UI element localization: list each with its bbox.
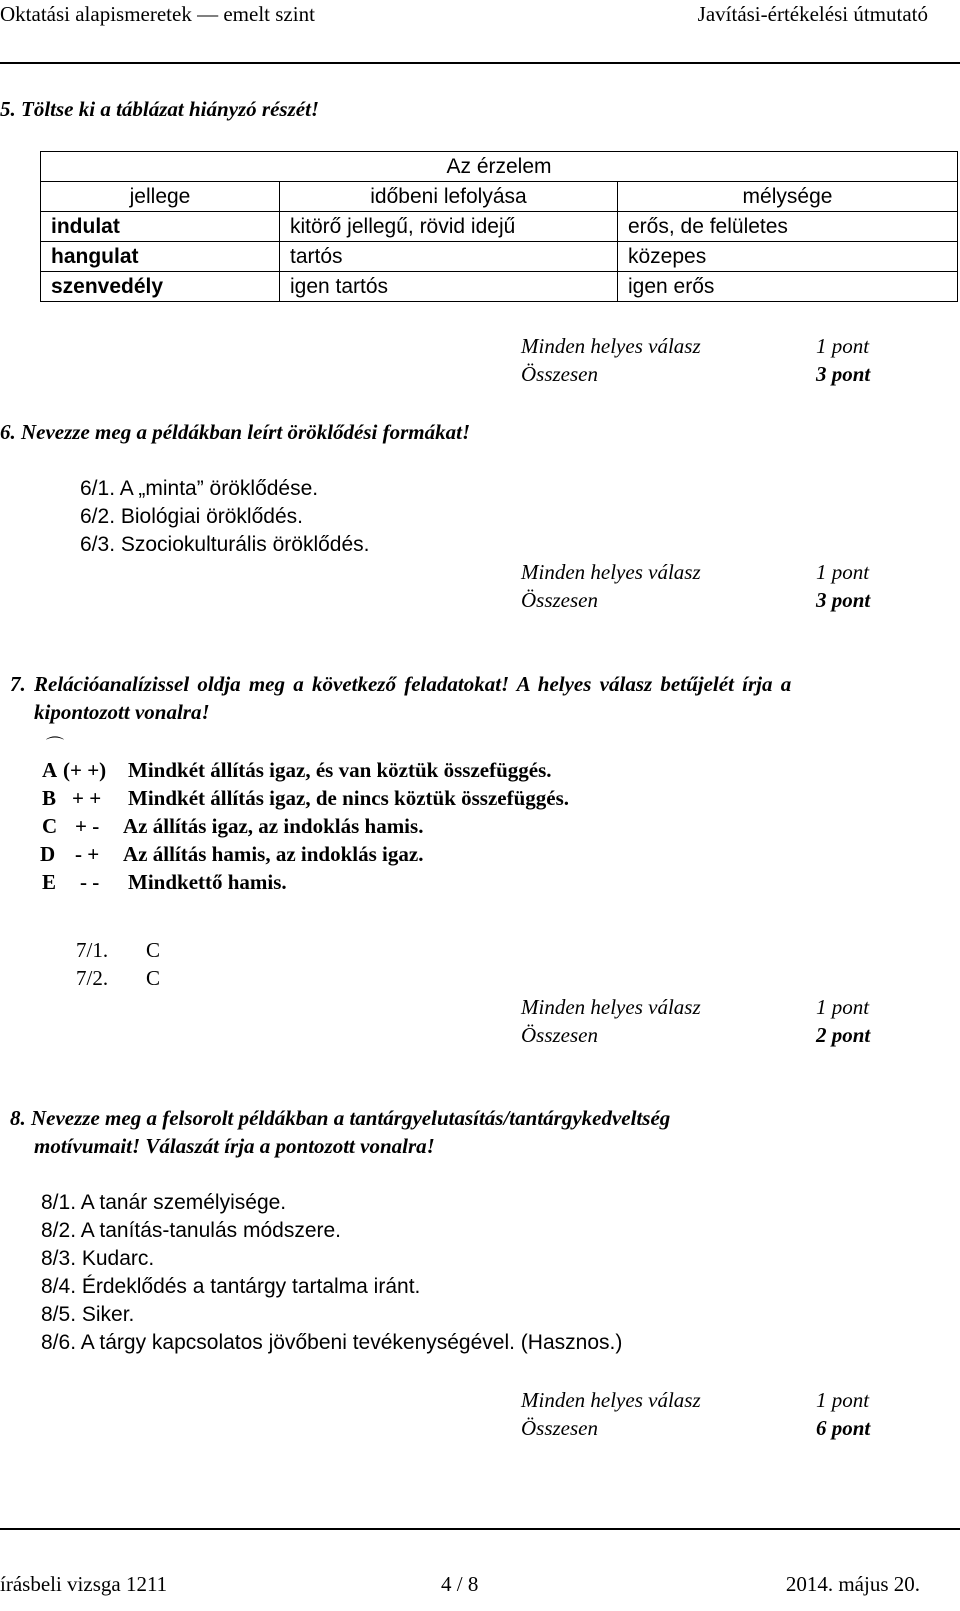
footer-page: 4 / 8 (441, 1572, 479, 1596)
q6-answer: 6/1. A „minta” öröklődése. (80, 477, 319, 500)
header-left: Oktatási alapismeretek — emelt szint (0, 2, 315, 26)
q7-answer-val: C (146, 938, 161, 962)
q7-title: 7. Relációanalízissel oldja meg a következő feladatokat! A helyes válasz betűjelét írja a (10, 672, 792, 696)
header-right: Javítási-értékelési útmutató (697, 2, 928, 26)
score-value: 1 pont (816, 1388, 870, 1412)
option-letter: A (42, 758, 58, 782)
option-text: Az állítás hamis, az indoklás igaz. (123, 842, 424, 866)
q8-answer: 8/6. A tárgy kapcsolatos jövőbeni tevékenységével. (Hasznos.) (41, 1331, 623, 1354)
score-total: 3 pont (816, 362, 871, 386)
footer-date: 2014. május 20. (785, 1572, 920, 1596)
table-row (41, 212, 958, 242)
q7-title-cont: kipontozott vonalra! (34, 700, 210, 724)
option-text: Mindkettő hamis. (128, 870, 287, 894)
score-total-label: Összesen (521, 362, 598, 386)
header-rule (0, 62, 960, 64)
footer-rule (0, 1528, 960, 1530)
table-col-header: időbeni lefolyása (280, 182, 618, 212)
score-total: 6 pont (816, 1416, 871, 1440)
q8-answer: 8/5. Siker. (41, 1303, 135, 1326)
option-code: + + (72, 786, 102, 810)
q7-answer-num: 7/1. (76, 938, 109, 962)
q8-title: 8. Nevezze meg a felsorolt példákban a tantárgyelutasítás/tantárgykedveltség (10, 1106, 671, 1130)
q6-title: 6. Nevezze meg a példákban leírt öröklődési formákat! (0, 420, 471, 444)
option-letter: D (40, 842, 56, 866)
option-text: Mindkét állítás igaz, és van köztük összefüggés. (128, 758, 552, 782)
table-cell: erős, de felületes (618, 212, 958, 242)
table-col-header: mélysége (618, 182, 958, 212)
score-label: Minden helyes válasz (521, 560, 701, 584)
option-code: (+ +) (63, 758, 107, 782)
table-cell: tartós (280, 242, 618, 272)
score-value: 1 pont (816, 560, 870, 584)
table-cell: igen tartós (280, 272, 618, 302)
q8-answer: 8/2. A tanítás-tanulás módszere. (41, 1219, 342, 1242)
score-total: 2 pont (816, 1023, 871, 1047)
q8-answer: 8/3. Kudarc. (41, 1247, 155, 1270)
q8-title-cont: motívumait! Válaszát írja a pontozott vonalra! (34, 1134, 435, 1158)
table-col-header: jellege (41, 182, 280, 212)
option-text: Az állítás igaz, az indoklás hamis. (123, 814, 424, 838)
table-cell: közepes (618, 242, 958, 272)
q7-answer-num: 7/2. (76, 966, 109, 990)
table-row (41, 272, 958, 302)
relation-symbol: ⌒ (46, 736, 64, 756)
table-group-header: Az érzelem (41, 152, 958, 182)
q5-title: 5. Töltse ki a táblázat hiányzó részét! (0, 97, 320, 121)
table-cell: kitörő jellegű, rövid idejű (280, 212, 618, 242)
table-cell: hangulat (41, 242, 280, 272)
score-label: Minden helyes válasz (521, 1388, 701, 1412)
option-code: - + (75, 842, 100, 866)
table-row (41, 242, 958, 272)
score-label: Minden helyes válasz (521, 995, 701, 1019)
q7-answer-val: C (146, 966, 161, 990)
q6-answer: 6/3. Szociokulturális öröklődés. (80, 533, 370, 556)
score-value: 1 pont (816, 995, 870, 1019)
footer-left: írásbeli vizsga 1211 (0, 1572, 168, 1596)
q8-answer: 8/1. A tanár személyisége. (41, 1191, 287, 1214)
emotion-table (40, 151, 958, 302)
score-value: 1 pont (816, 334, 870, 358)
score-total-label: Összesen (521, 588, 598, 612)
q8-answer: 8/4. Érdeklődés a tantárgy tartalma iránt. (41, 1275, 421, 1298)
score-total-label: Összesen (521, 1416, 598, 1440)
score-total-label: Összesen (521, 1023, 598, 1047)
table-cell: szenvedély (41, 272, 280, 302)
option-code: + - (75, 814, 100, 838)
option-code: - - (80, 870, 100, 894)
option-letter: C (42, 814, 58, 838)
option-letter: E (42, 870, 57, 894)
q6-answer: 6/2. Biológiai öröklődés. (80, 505, 303, 528)
score-total: 3 pont (816, 588, 871, 612)
table-cell: igen erős (618, 272, 958, 302)
table-cell: indulat (41, 212, 280, 242)
option-letter: B (42, 786, 57, 810)
option-text: Mindkét állítás igaz, de nincs köztük összefüggés. (128, 786, 570, 810)
score-label: Minden helyes válasz (521, 334, 701, 358)
